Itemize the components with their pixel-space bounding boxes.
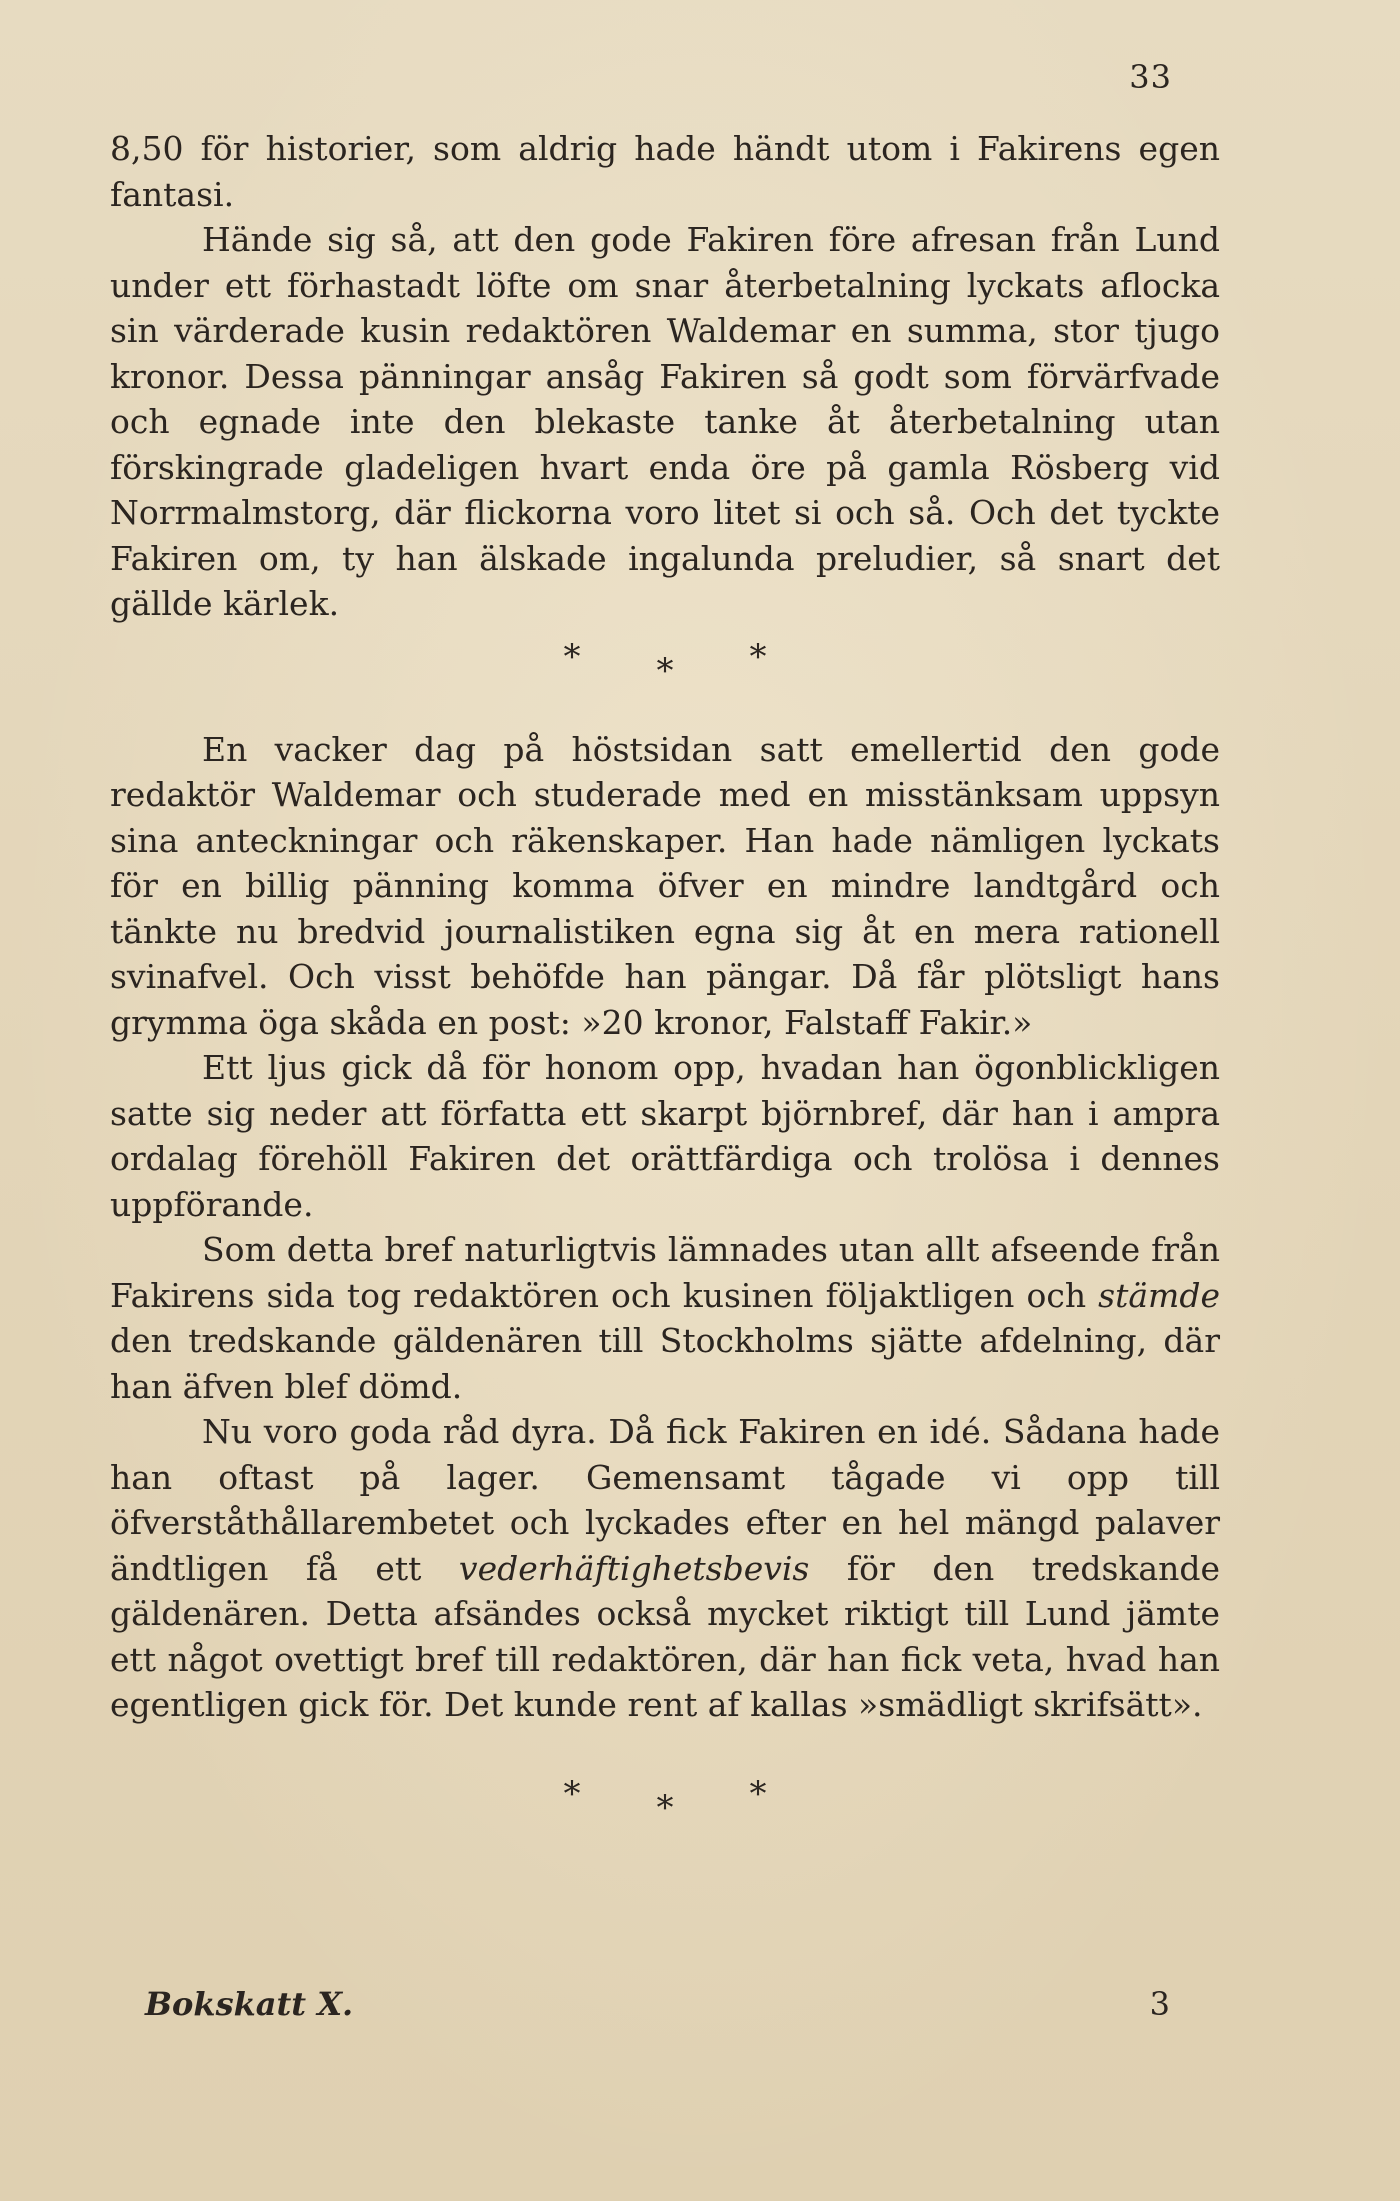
- paragraph-5-text: Som detta bref naturligtvis lämnades utan allt afseende från Fakirens sida tog redaktören och kusinen följaktligen och: [110, 1230, 1220, 1315]
- signature-number: 3: [1149, 1985, 1170, 2023]
- printer-signature: Bokskatt X.: [145, 1985, 354, 2023]
- paragraph-3: En vacker dag på höstsidan satt emellertid den gode redaktör Waldemar och studerade med en misstänksam uppsyn sina anteckningar och räkenskaper. Han hade nämligen lyckats för en billig pänning komma öfver en mindre landtgård och tänkte nu bredvid journalistiken egna sig åt en mera rationell svinafvel. Och visst behöfde han pängar. Då får plötsligt hans grymma öga skåda en post: »20 kronor, Falstaff Fakir.»: [110, 729, 1220, 1042]
- paragraph-1: 8,50 för historier, som aldrig hade händt utom i Fakirens egen fantasi.: [110, 129, 1220, 214]
- separator-star: *: [749, 636, 767, 677]
- paragraph-5-text-end: den tredskande gäldenären till Stockholms sjätte afdelning, där han äfven blef dömd.: [110, 1321, 1220, 1406]
- page-number: 33: [1129, 58, 1172, 96]
- paragraph-5: [110, 1227, 1220, 1409]
- separator-star: *: [656, 1787, 674, 1828]
- paragraph-6: [110, 1409, 1220, 1728]
- paragraph-6-text: Nu voro goda råd dyra. Då fick Fakiren en idé. Sådana hade han oftast på lager. Gemensamt tågade vi opp till öfverståthållarembetet och lyckades efter en hel mängd palaver ändtligen få ett: [110, 1412, 1220, 1588]
- emphasized-word: vederhäftighetsbevis: [458, 1548, 810, 1588]
- separator-star: *: [563, 1773, 581, 1814]
- page-footer: [145, 1985, 1170, 2023]
- emphasized-word: stämde: [1098, 1275, 1220, 1315]
- body-text: [110, 126, 1220, 1842]
- paragraph-4: Ett ljus gick då för honom opp, hvadan han ögonblickligen satte sig neder att författa ett skarpt björnbref, där han i ampra ordalag förehöll Fakiren det orättfärdiga och trolösa i dennes uppförande.: [110, 1048, 1220, 1224]
- section-separator-2: [110, 1728, 1220, 1842]
- paragraph-6-text-end: för den tredskande gäldenären. Detta afsändes också mycket riktigt till Lund jämte ett något ovettigt bref till redaktören, där han fick veta, hvad han egentligen gick för. Det kunde rent af kallas »smädligt skrifsätt».: [110, 1548, 1220, 1724]
- section-separator-1: [110, 627, 1220, 727]
- paragraph-2: Hände sig så, att den gode Fakiren före afresan från Lund under ett förhastadt löfte om snar återbetalning lyckats aflocka sin värderade kusin redaktören Waldemar en summa, stor tjugo kronor. Dessa pänningar ansåg Fakiren så godt som förvärfvade och egnade inte den blekaste tanke åt återbetalning utan förskingrade gladeligen hvart enda öre på gamla Rösberg vid Norrmalmstorg, där flickorna voro litet si och så. Och det tyckte Fakiren om, ty han älskade ingalunda preludier, så snart det gällde kärlek.: [110, 220, 1220, 623]
- separator-star: *: [563, 636, 581, 677]
- separator-star: *: [749, 1773, 767, 1814]
- separator-star: *: [656, 650, 674, 691]
